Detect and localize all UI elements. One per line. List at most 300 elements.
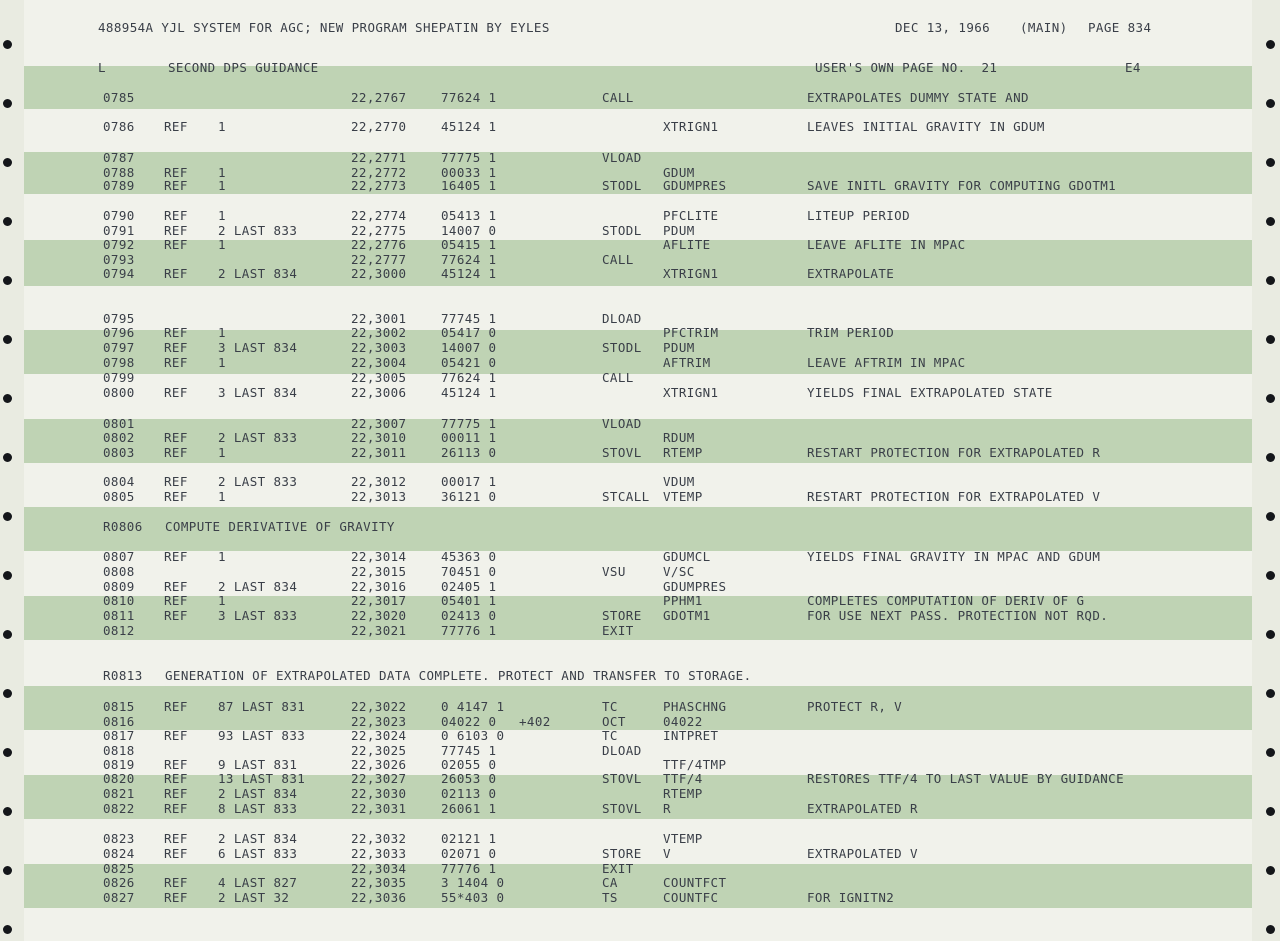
col-n: 0804 [103, 474, 135, 489]
feed-hole [3, 453, 12, 462]
subheader-users-page: USER'S OWN PAGE NO. 21 [815, 60, 998, 75]
green-band [24, 237, 1252, 286]
header-page: PAGE 834 [1088, 20, 1152, 35]
col-ref: REF [164, 445, 188, 460]
feed-hole [3, 40, 12, 49]
col-n: 0795 [103, 311, 135, 326]
header-section: (MAIN) [1020, 20, 1068, 35]
col-ref: REF [164, 165, 188, 180]
subheader-left: L [98, 60, 106, 75]
col-addr: 22,3017 [351, 593, 407, 608]
feed-hole [1266, 158, 1275, 167]
col-addr: 22,3014 [351, 549, 407, 564]
feed-hole [1266, 807, 1275, 816]
col-comment: TRIM PERIOD [807, 325, 895, 340]
col-ref: REF [164, 355, 188, 370]
col-addr: 22,3022 [351, 699, 407, 714]
col-addr: 22,3034 [351, 861, 407, 876]
col-ref: REF [164, 890, 188, 905]
header-date: DEC 13, 1966 [895, 20, 991, 35]
col-last: 1 [218, 325, 226, 340]
col-op: EXIT [602, 623, 634, 638]
col-addr: 22,2770 [351, 119, 407, 134]
col-word: 55*403 0 [441, 890, 505, 905]
col-op: STORE [602, 608, 642, 623]
col-word: 77775 1 [441, 150, 497, 165]
col-n: 0812 [103, 623, 135, 638]
col-addr: 22,3023 [351, 714, 407, 729]
col-op: CALL [602, 252, 634, 267]
col-operand: VDUM [663, 474, 695, 489]
feed-hole [1266, 276, 1275, 285]
col-last: 9 LAST 831 [218, 757, 298, 772]
col-ref: REF [164, 208, 188, 223]
col-word: 05417 0 [441, 325, 497, 340]
col-n: 0800 [103, 385, 135, 400]
feed-hole [1266, 689, 1275, 698]
col-comment: COMPLETES COMPUTATION OF DERIV OF G [807, 593, 1085, 608]
col-addr: 22,2777 [351, 252, 407, 267]
feed-hole [3, 217, 12, 226]
col-ref: REF [164, 846, 188, 861]
col-n: R0813 [103, 668, 143, 683]
feed-hole [1266, 453, 1275, 462]
col-word: 26053 0 [441, 771, 497, 786]
col-last: 13 LAST 831 [218, 771, 306, 786]
col-xtra: +402 [519, 714, 551, 729]
col-word: 02121 1 [441, 831, 497, 846]
col-ref: REF [164, 223, 188, 238]
col-ref: REF [164, 340, 188, 355]
col-operand: PDUM [663, 223, 695, 238]
col-word: 45363 0 [441, 549, 497, 564]
col-n: 0811 [103, 608, 135, 623]
col-n: 0827 [103, 890, 135, 905]
col-operand: AFLITE [663, 237, 711, 252]
col-last: 4 LAST 827 [218, 875, 298, 890]
feed-hole [3, 925, 12, 934]
col-ref: REF [164, 786, 188, 801]
col-last: 1 [218, 593, 226, 608]
col-operand: V/SC [663, 564, 695, 579]
col-op: DLOAD [602, 311, 642, 326]
col-word: 77624 1 [441, 90, 497, 105]
col-op: VLOAD [602, 416, 642, 431]
col-comment: LEAVE AFTRIM IN MPAC [807, 355, 966, 370]
col-word: 00033 1 [441, 165, 497, 180]
feed-hole [3, 158, 12, 167]
col-operand: XTRIGN1 [663, 385, 719, 400]
feed-hole [3, 276, 12, 285]
col-operand: GDUM [663, 165, 695, 180]
col-n: 0790 [103, 208, 135, 223]
col-op: TC [602, 699, 618, 714]
col-addr: 22,3025 [351, 743, 407, 758]
subheader-code: E4 [1125, 60, 1141, 75]
col-operand: PHASCHNG [663, 699, 727, 714]
col-word: 26113 0 [441, 445, 497, 460]
col-n: 0822 [103, 801, 135, 816]
feed-hole [3, 866, 12, 875]
col-comment: EXTRAPOLATE [807, 266, 895, 281]
col-last: 87 LAST 831 [218, 699, 306, 714]
col-op: STOVL [602, 801, 642, 816]
col-comment: PROTECT R, V [807, 699, 903, 714]
col-word: 77775 1 [441, 416, 497, 431]
col-word: 0 4147 1 [441, 699, 505, 714]
col-operand: PFCLITE [663, 208, 719, 223]
col-last: 1 [218, 165, 226, 180]
col-ref: REF [164, 579, 188, 594]
col-word: 02113 0 [441, 786, 497, 801]
col-last: 2 LAST 834 [218, 579, 298, 594]
feed-hole [1266, 866, 1275, 875]
col-operand: RTEMP [663, 445, 703, 460]
col-word: 14007 0 [441, 340, 497, 355]
col-op: TS [602, 890, 618, 905]
col-word: 77745 1 [441, 311, 497, 326]
col-n: 0794 [103, 266, 135, 281]
col-last: 1 [218, 549, 226, 564]
col-addr: 22,2767 [351, 90, 407, 105]
col-addr: 22,3004 [351, 355, 407, 370]
col-operand: INTPRET [663, 728, 719, 743]
col-word: 77624 1 [441, 252, 497, 267]
col-last: 6 LAST 833 [218, 846, 298, 861]
col-op: VLOAD [602, 150, 642, 165]
col-last: 1 [218, 355, 226, 370]
col-word: 26061 1 [441, 801, 497, 816]
col-last: 2 LAST 834 [218, 786, 298, 801]
col-addr: 22,3002 [351, 325, 407, 340]
col-n: 0803 [103, 445, 135, 460]
col-addr: 22,3030 [351, 786, 407, 801]
col-last: 2 LAST 833 [218, 474, 298, 489]
feed-hole [3, 689, 12, 698]
col-n: 0817 [103, 728, 135, 743]
col-operand: GDOTM1 [663, 608, 711, 623]
col-n: 0787 [103, 150, 135, 165]
col-last: 2 LAST 834 [218, 266, 298, 281]
col-op: VSU [602, 564, 626, 579]
feed-hole [1266, 335, 1275, 344]
feed-hole [3, 335, 12, 344]
col-addr: 22,3035 [351, 875, 407, 890]
col-last: 1 [218, 237, 226, 252]
col-op: STCALL [602, 489, 650, 504]
col-ref: REF [164, 593, 188, 608]
col-n: 0824 [103, 846, 135, 861]
col-word: 05415 1 [441, 237, 497, 252]
col-n: 0820 [103, 771, 135, 786]
col-n: 0821 [103, 786, 135, 801]
col-n: R0806 [103, 519, 143, 534]
col-ref: REF [164, 385, 188, 400]
feed-hole [3, 512, 12, 521]
col-last: 2 LAST 833 [218, 223, 298, 238]
col-last: 3 LAST 834 [218, 385, 298, 400]
col-addr: 22,2771 [351, 150, 407, 165]
col-addr: 22,3005 [351, 370, 407, 385]
green-band [24, 686, 1252, 730]
col-ref: REF [164, 178, 188, 193]
col-operand: PFCTRIM [663, 325, 719, 340]
col-op: DLOAD [602, 743, 642, 758]
col-comment: YIELDS FINAL GRAVITY IN MPAC AND GDUM [807, 549, 1101, 564]
col-operand: VTEMP [663, 489, 703, 504]
col-op: STODL [602, 178, 642, 193]
col-addr: 22,3036 [351, 890, 407, 905]
col-op: OCT [602, 714, 626, 729]
feed-hole [1266, 571, 1275, 580]
col-comment: LEAVES INITIAL GRAVITY IN GDUM [807, 119, 1045, 134]
col-addr: 22,3010 [351, 430, 407, 445]
feed-hole [3, 99, 12, 108]
col-n: 0802 [103, 430, 135, 445]
col-ref: REF [164, 875, 188, 890]
col-word: 14007 0 [441, 223, 497, 238]
col-addr: 22,3013 [351, 489, 407, 504]
col-last: 3 LAST 834 [218, 340, 298, 355]
col-word: 05401 1 [441, 593, 497, 608]
col-n: 0815 [103, 699, 135, 714]
col-n: 0826 [103, 875, 135, 890]
col-word: 05413 1 [441, 208, 497, 223]
col-operand: GDUMPRES [663, 579, 727, 594]
col-addr: 22,3021 [351, 623, 407, 638]
feed-hole [1266, 40, 1275, 49]
feed-hole [3, 394, 12, 403]
col-word: 45124 1 [441, 266, 497, 281]
col-word: 04022 0 [441, 714, 497, 729]
col-ref: REF [164, 549, 188, 564]
feed-hole [1266, 394, 1275, 403]
col-comment: SAVE INITL GRAVITY FOR COMPUTING GDOTM1 [807, 178, 1117, 193]
col-addr: 22,3027 [351, 771, 407, 786]
col-n: 0799 [103, 370, 135, 385]
col-last: 93 LAST 833 [218, 728, 306, 743]
col-n: 0792 [103, 237, 135, 252]
col-addr: 22,3026 [351, 757, 407, 772]
col-word: 02413 0 [441, 608, 497, 623]
col-word: 3 1404 0 [441, 875, 505, 890]
col-op: STODL [602, 223, 642, 238]
col-ref: REF [164, 699, 188, 714]
col-op: CA [602, 875, 618, 890]
feed-hole [1266, 217, 1275, 226]
col-ref: REF [164, 608, 188, 623]
feed-hole [1266, 512, 1275, 521]
col-addr: 22,3032 [351, 831, 407, 846]
col-n: 0818 [103, 743, 135, 758]
col-n: 0797 [103, 340, 135, 355]
feed-hole [3, 748, 12, 757]
col-word: 02055 0 [441, 757, 497, 772]
col-n: 0805 [103, 489, 135, 504]
col-n: 0809 [103, 579, 135, 594]
col-word: 77776 1 [441, 623, 497, 638]
col-n: 0807 [103, 549, 135, 564]
col-addr: 22,3012 [351, 474, 407, 489]
col-addr: 22,3007 [351, 416, 407, 431]
col-op: STOVL [602, 445, 642, 460]
col-addr: 22,3020 [351, 608, 407, 623]
col-last: 1 [218, 489, 226, 504]
col-operand: PPHM1 [663, 593, 703, 608]
col-operand: GDUMPRES [663, 178, 727, 193]
col-operand: RTEMP [663, 786, 703, 801]
col-word: 45124 1 [441, 119, 497, 134]
col-ref: REF [164, 266, 188, 281]
col-addr: 22,3015 [351, 564, 407, 579]
col-comment: FOR USE NEXT PASS. PROTECTION NOT RQD. [807, 608, 1109, 623]
col-n: 0801 [103, 416, 135, 431]
col-addr: 22,3003 [351, 340, 407, 355]
col-op: STOVL [602, 771, 642, 786]
col-n: 0798 [103, 355, 135, 370]
col-comment: EXTRAPOLATED R [807, 801, 918, 816]
col-word: 16405 1 [441, 178, 497, 193]
col-n: 0796 [103, 325, 135, 340]
col-addr: 22,3006 [351, 385, 407, 400]
col-op: STODL [602, 340, 642, 355]
col-operand: VTEMP [663, 831, 703, 846]
col-ref: REF [164, 771, 188, 786]
col-operand: AFTRIM [663, 355, 711, 370]
col-op: CALL [602, 90, 634, 105]
col-n: 0819 [103, 757, 135, 772]
col-n: 0789 [103, 178, 135, 193]
col-text: COMPUTE DERIVATIVE OF GRAVITY [165, 519, 395, 534]
col-word: 77776 1 [441, 861, 497, 876]
col-last: 1 [218, 178, 226, 193]
col-comment: RESTORES TTF/4 TO LAST VALUE BY GUIDANCE [807, 771, 1125, 786]
col-op: STORE [602, 846, 642, 861]
col-operand: R [663, 801, 671, 816]
col-n: 0791 [103, 223, 135, 238]
col-last: 8 LAST 833 [218, 801, 298, 816]
feed-hole [1266, 748, 1275, 757]
col-addr: 22,3024 [351, 728, 407, 743]
col-ref: REF [164, 728, 188, 743]
col-addr: 22,3016 [351, 579, 407, 594]
col-addr: 22,3033 [351, 846, 407, 861]
col-n: 0825 [103, 861, 135, 876]
col-word: 05421 0 [441, 355, 497, 370]
col-ref: REF [164, 119, 188, 134]
col-last: 2 LAST 833 [218, 430, 298, 445]
feed-hole [1266, 925, 1275, 934]
col-last: 2 LAST 834 [218, 831, 298, 846]
col-comment: EXTRAPOLATED V [807, 846, 918, 861]
col-addr: 22,3000 [351, 266, 407, 281]
col-last: 1 [218, 119, 226, 134]
feed-hole [3, 571, 12, 580]
col-ref: REF [164, 237, 188, 252]
col-operand: COUNTFC [663, 890, 719, 905]
col-comment: LEAVE AFLITE IN MPAC [807, 237, 966, 252]
col-comment: RESTART PROTECTION FOR EXTRAPOLATED V [807, 489, 1101, 504]
col-word: 36121 0 [441, 489, 497, 504]
col-operand: RDUM [663, 430, 695, 445]
col-word: 02405 1 [441, 579, 497, 594]
feed-hole [1266, 99, 1275, 108]
col-operand: XTRIGN1 [663, 266, 719, 281]
col-comment: YIELDS FINAL EXTRAPOLATED STATE [807, 385, 1053, 400]
col-addr: 22,2772 [351, 165, 407, 180]
col-last: 1 [218, 445, 226, 460]
col-ref: REF [164, 430, 188, 445]
col-n: 0793 [103, 252, 135, 267]
col-operand: TTF/4 [663, 771, 703, 786]
col-ref: REF [164, 801, 188, 816]
green-band [24, 861, 1252, 908]
feed-hole [1266, 630, 1275, 639]
col-word: 77624 1 [441, 370, 497, 385]
col-op: TC [602, 728, 618, 743]
col-operand: TTF/4TMP [663, 757, 727, 772]
col-operand: PDUM [663, 340, 695, 355]
col-n: 0808 [103, 564, 135, 579]
col-operand: COUNTFCT [663, 875, 727, 890]
col-addr: 22,3011 [351, 445, 407, 460]
col-word: 00011 1 [441, 430, 497, 445]
col-word: 02071 0 [441, 846, 497, 861]
col-text: GENERATION OF EXTRAPOLATED DATA COMPLETE. PROTECT AND TRANSFER TO STORAGE. [165, 668, 752, 683]
col-n: 0785 [103, 90, 135, 105]
col-operand: XTRIGN1 [663, 119, 719, 134]
col-op: CALL [602, 370, 634, 385]
col-op: EXIT [602, 861, 634, 876]
col-comment: FOR IGNITN2 [807, 890, 895, 905]
col-n: 0810 [103, 593, 135, 608]
col-comment: EXTRAPOLATES DUMMY STATE AND [807, 90, 1029, 105]
col-operand: V [663, 846, 671, 861]
col-operand: 04022 [663, 714, 703, 729]
col-word: 0 6103 0 [441, 728, 505, 743]
col-ref: REF [164, 489, 188, 504]
col-operand: GDUMCL [663, 549, 711, 564]
subheader-routine: SECOND DPS GUIDANCE [168, 60, 319, 75]
col-n: 0786 [103, 119, 135, 134]
col-comment: RESTART PROTECTION FOR EXTRAPOLATED R [807, 445, 1101, 460]
col-ref: REF [164, 474, 188, 489]
col-word: 45124 1 [441, 385, 497, 400]
col-last: 3 LAST 833 [218, 608, 298, 623]
col-n: 0788 [103, 165, 135, 180]
col-n: 0823 [103, 831, 135, 846]
col-ref: REF [164, 325, 188, 340]
col-addr: 22,2774 [351, 208, 407, 223]
col-ref: REF [164, 831, 188, 846]
col-word: 00017 1 [441, 474, 497, 489]
col-last: 1 [218, 208, 226, 223]
col-ref: REF [164, 757, 188, 772]
feed-hole [3, 630, 12, 639]
col-addr: 22,2776 [351, 237, 407, 252]
col-addr: 22,2775 [351, 223, 407, 238]
col-comment: LITEUP PERIOD [807, 208, 911, 223]
col-addr: 22,3001 [351, 311, 407, 326]
feed-hole [3, 807, 12, 816]
col-word: 70451 0 [441, 564, 497, 579]
col-word: 77745 1 [441, 743, 497, 758]
col-addr: 22,2773 [351, 178, 407, 193]
col-last: 2 LAST 32 [218, 890, 290, 905]
col-addr: 22,3031 [351, 801, 407, 816]
header-title: 488954A YJL SYSTEM FOR AGC; NEW PROGRAM SHEPATIN BY EYLES [98, 20, 550, 35]
col-n: 0816 [103, 714, 135, 729]
